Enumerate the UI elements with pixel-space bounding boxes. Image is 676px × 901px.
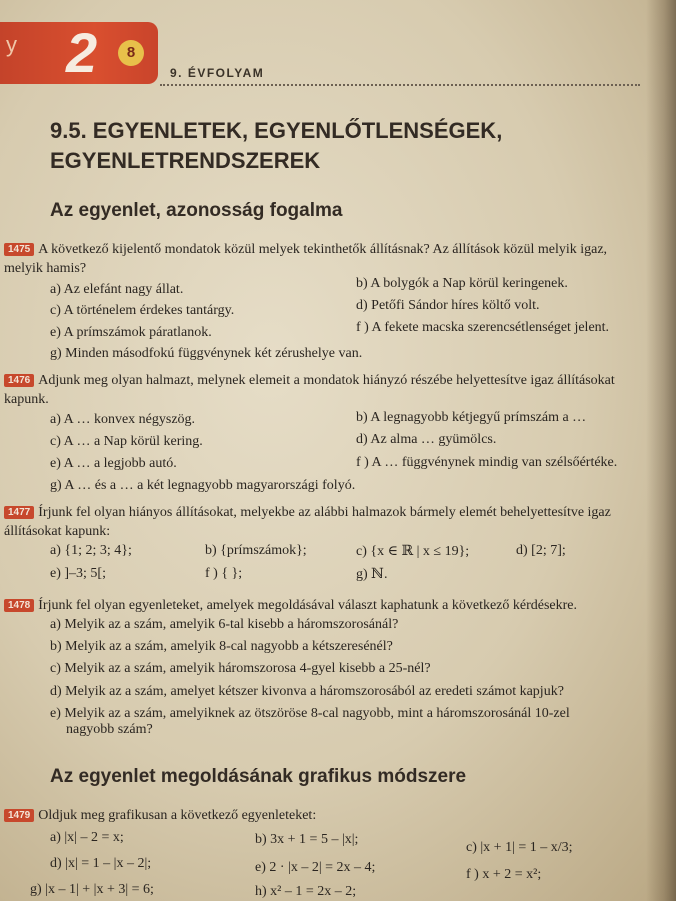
page-gutter-shadow — [646, 0, 676, 901]
item-d: d) [2; 7]; — [516, 543, 566, 558]
section-title-line2: EGYENLETRENDSZEREK — [50, 148, 321, 173]
item-a: a) {1; 2; 3; 4}; — [50, 543, 132, 558]
problem-number: 1479 — [4, 809, 34, 822]
item-h: h) x² – 1 = 2x – 2; — [255, 884, 357, 899]
item-a: a) |x| – 2 = x; — [50, 830, 124, 845]
item-g: g) Minden másodfokú függvénynek két zérushelye van. — [50, 346, 363, 361]
item-d: d) Az alma … gyümölcs. — [356, 432, 497, 447]
item-c: c) Melyik az a szám, amelyik háromszorosa 4-gyel kisebb a 25-nél? — [50, 661, 431, 676]
item-f: f ) A fekete macska szerencsétlenséget jelent. — [356, 320, 610, 335]
problem-1476 — [4, 371, 649, 409]
item-e: e) 2 · |x – 2| = 2x – 4; — [255, 860, 376, 875]
problem-text: Adjunk meg olyan halmazt, melynek elemeit a mondatok hiányzó részébe helyettesítve igaz állításokat kapunk. — [4, 373, 615, 407]
section-title-line1: 9.5. EGYENLETEK, EGYENLŐTLENSÉGEK, — [50, 118, 503, 143]
item-c: c) {x ∈ ℝ | x ≤ 19}; — [356, 544, 470, 559]
item-b: b) A legnagyobb kétjegyű prímszám a … — [356, 410, 587, 425]
item-a: a) Az elefánt nagy állat. — [50, 282, 184, 297]
grade-number: 2 — [66, 21, 98, 84]
subsection-title-2: Az egyenlet megoldásának grafikus módszere — [50, 766, 467, 787]
item-c: c) A … a Nap körül kering. — [50, 434, 203, 449]
badge-letter: y — [6, 32, 17, 57]
item-b: b) Melyik az a szám, amelyik 8-cal nagyobb a kétszeresénél? — [50, 639, 393, 654]
problem-number: 1478 — [4, 599, 34, 612]
item-b: b) {prímszámok}; — [205, 543, 307, 558]
item-d: d) |x| = 1 – |x – 2|; — [50, 856, 152, 871]
item-f: f ) x + 2 = x²; — [466, 867, 542, 882]
problem-1479 — [4, 806, 649, 825]
problem-1477 — [4, 503, 649, 541]
problem-number: 1477 — [4, 506, 34, 519]
item-a: a) A … konvex négyszög. — [50, 412, 196, 427]
item-e: e) Melyik az a szám, amelyiknek az ötszöröse 8-cal nagyobb, mint a háromszorosánál 10-zel — [50, 706, 570, 721]
item-e: e) A … a legjobb autó. — [50, 456, 177, 471]
section-title — [50, 116, 502, 176]
item-e: e) A prímszámok páratlanok. — [50, 325, 212, 340]
grade-label: 9. ÉVFOLYAM — [170, 66, 265, 80]
item-e-continued: nagyobb szám? — [66, 722, 153, 737]
problem-text: Írjunk fel olyan egyenleteket, amelyek megoldásával választ kaphatunk a következő kérdésekre. — [38, 598, 578, 613]
problem-1475 — [4, 240, 649, 278]
grade-small-circle: 8 — [118, 40, 144, 66]
item-a: a) Melyik az a szám, amelyik 6-tal kisebb a háromszorosánál? — [50, 617, 399, 632]
header-divider — [160, 84, 640, 86]
subsection-title-1: Az egyenlet, azonosság fogalma — [50, 200, 343, 221]
item-g: g) A … és a … a két legnagyobb magyarországi folyó. — [50, 478, 356, 493]
item-b: b) 3x + 1 = 5 – |x|; — [255, 832, 359, 847]
item-f: f ) A … függvénynek mindig van szélsőértéke. — [356, 455, 618, 470]
problem-number: 1475 — [4, 243, 34, 256]
item-g: g) ℕ. — [356, 567, 388, 582]
item-b: b) A bolygók a Nap körül keringenek. — [356, 276, 568, 291]
item-d: d) Melyik az a szám, amelyet kétszer kivonva a háromszorosából az eredeti számot kapjuk? — [50, 684, 564, 699]
problem-text: A következő kijelentő mondatok közül melyek tekinthetők állításnak? Az állítások közül melyik igaz, melyik hamis? — [4, 242, 608, 276]
problem-text: Írjunk fel olyan hiányos állításokat, melyekbe az alábbi halmazok bármely elemét behelyettesítve igaz állításokat kapunk: — [4, 505, 611, 539]
problem-text: Oldjuk meg grafikusan a következő egyenleteket: — [38, 808, 317, 823]
problem-number: 1476 — [4, 374, 34, 387]
item-c: c) A történelem érdekes tantárgy. — [50, 303, 235, 318]
item-d: d) Petőfi Sándor híres költő volt. — [356, 298, 540, 313]
item-f: f ) { }; — [205, 566, 243, 581]
grade-badge — [0, 22, 158, 84]
item-e: e) ]–3; 5[; — [50, 566, 106, 581]
item-g: g) |x – 1| + |x + 3| = 6; — [30, 882, 154, 897]
item-c: c) |x + 1| = 1 – x/3; — [466, 840, 573, 855]
problem-1478 — [4, 596, 649, 615]
